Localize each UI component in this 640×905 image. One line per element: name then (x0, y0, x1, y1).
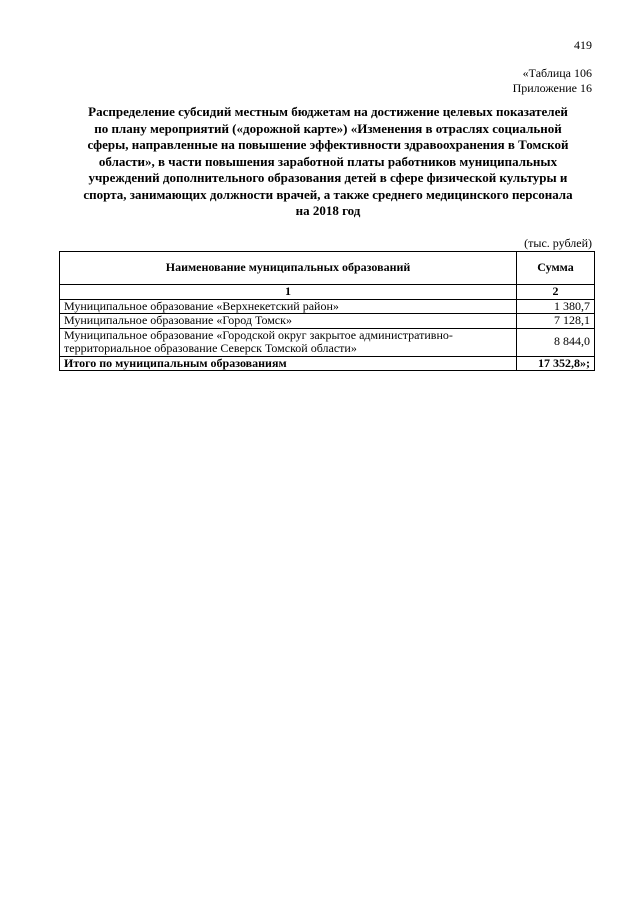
title-line: сферы, направленные на повышение эффективности здравоохранения в Томской (87, 137, 569, 152)
municipality-name (60, 314, 517, 329)
municipality-name (60, 328, 517, 356)
municipality-name-line: Муниципальное образование «Город Томск» (64, 313, 292, 327)
total-amount: 17 352,8»; (517, 356, 595, 371)
subsidy-amount: 8 844,0 (517, 328, 595, 356)
title-line: области», в части повышения заработной платы работников муниципальных (98, 153, 558, 169)
table-row (60, 314, 595, 329)
title-line: на 2018 год (295, 203, 361, 218)
municipality-name-line: Муниципальное образование «Городской округ закрытое административно- (64, 327, 453, 342)
municipality-name-line: Муниципальное образование «Верхнекетский район» (64, 298, 339, 313)
table-row (60, 328, 595, 356)
units-note: (тыс. рублей) (524, 236, 592, 250)
table-header-row (60, 252, 595, 285)
column-number: 1 (60, 285, 517, 300)
page-number: 419 (574, 38, 592, 52)
municipality-name-line: территориальное образование Северск Томской области» (64, 341, 357, 355)
municipality-name (60, 299, 517, 314)
subsidy-amount: 7 128,1 (517, 314, 595, 329)
header-municipality: Наименование муниципальных образований (60, 252, 517, 285)
title-line: Распределение субсидий местным бюджетам на достижение целевых показателей (88, 104, 568, 119)
column-number: 2 (517, 285, 595, 300)
column-number-row (60, 285, 595, 300)
header-sum: Сумма (517, 252, 595, 285)
total-label: Итого по муниципальным образованиям (60, 356, 517, 371)
title-line: спорта, занимающих должности врачей, а также среднего медицинского персонала (83, 186, 573, 202)
subsidy-amount: 1 380,7 (517, 299, 595, 314)
table-reference: «Таблица 106 (522, 66, 592, 80)
table-row (60, 299, 595, 314)
subsidy-table (59, 251, 595, 371)
document-title (58, 104, 598, 220)
title-line: учреждений дополнительного образования детей в сфере физической культуры и (88, 170, 568, 185)
appendix-reference (513, 66, 592, 96)
total-row (60, 356, 595, 371)
appendix-label: Приложение 16 (512, 81, 592, 95)
title-line: по плану мероприятий («дорожной карте») «Изменения в отраслях социальной (94, 120, 562, 136)
